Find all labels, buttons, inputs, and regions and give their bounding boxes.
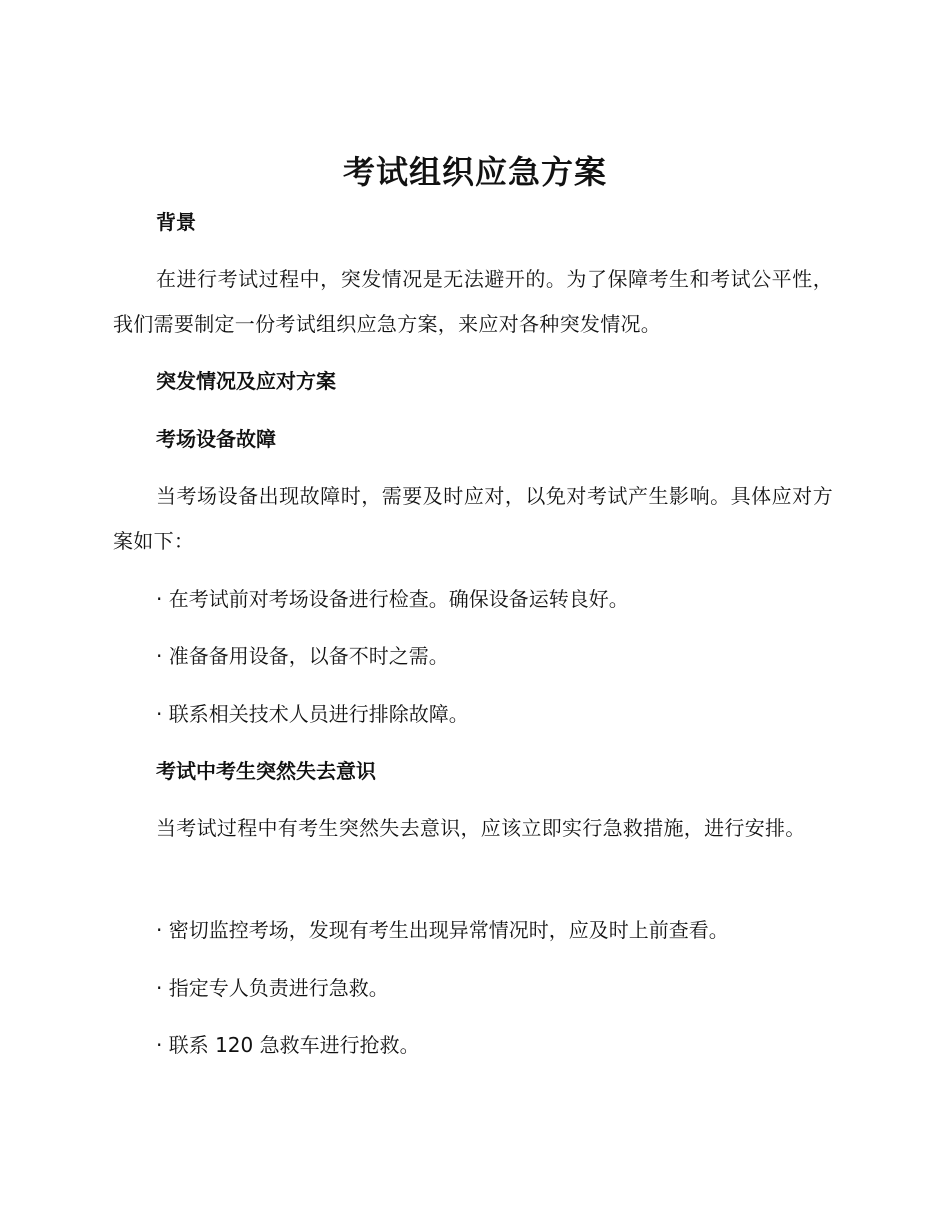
paragraph-unconscious: 当考试过程中有考生突然失去意识，应该立即实行急救措施，进行安排。 [156, 816, 806, 840]
paragraph-equipment: 当考场设备出现故障时，需要及时应对，以免对考试产生影响。具体应对方案如下： [113, 484, 833, 553]
subsection-heading-equipment: 考场设备故障 [156, 427, 276, 451]
list-item-unconscious-2: · 指定专人负责进行急救。 [156, 976, 389, 1000]
paragraph-background: 在进行考试过程中，突发情况是无法避开的。为了保障考生和考试公平性，我们需要制定一份考试组织应急方案，来应对各种突发情况。 [113, 267, 833, 336]
section-heading-plans: 突发情况及应对方案 [156, 369, 336, 393]
document-title: 考试组织应急方案 [342, 153, 607, 191]
list-item-unconscious-3: · 联系 120 急救车进行抢救。 [156, 1033, 420, 1057]
section-heading-background: 背景 [156, 210, 196, 234]
list-item-equipment-1: · 在考试前对考场设备进行检查。确保设备运转良好。 [156, 587, 629, 611]
list-item-equipment-2: · 准备备用设备，以备不时之需。 [156, 644, 449, 668]
subsection-heading-unconscious: 考试中考生突然失去意识 [156, 759, 376, 783]
list-item-equipment-3: · 联系相关技术人员进行排除故障。 [156, 702, 469, 726]
list-item-unconscious-1: · 密切监控考场，发现有考生出现异常情况时，应及时上前查看。 [156, 918, 729, 942]
